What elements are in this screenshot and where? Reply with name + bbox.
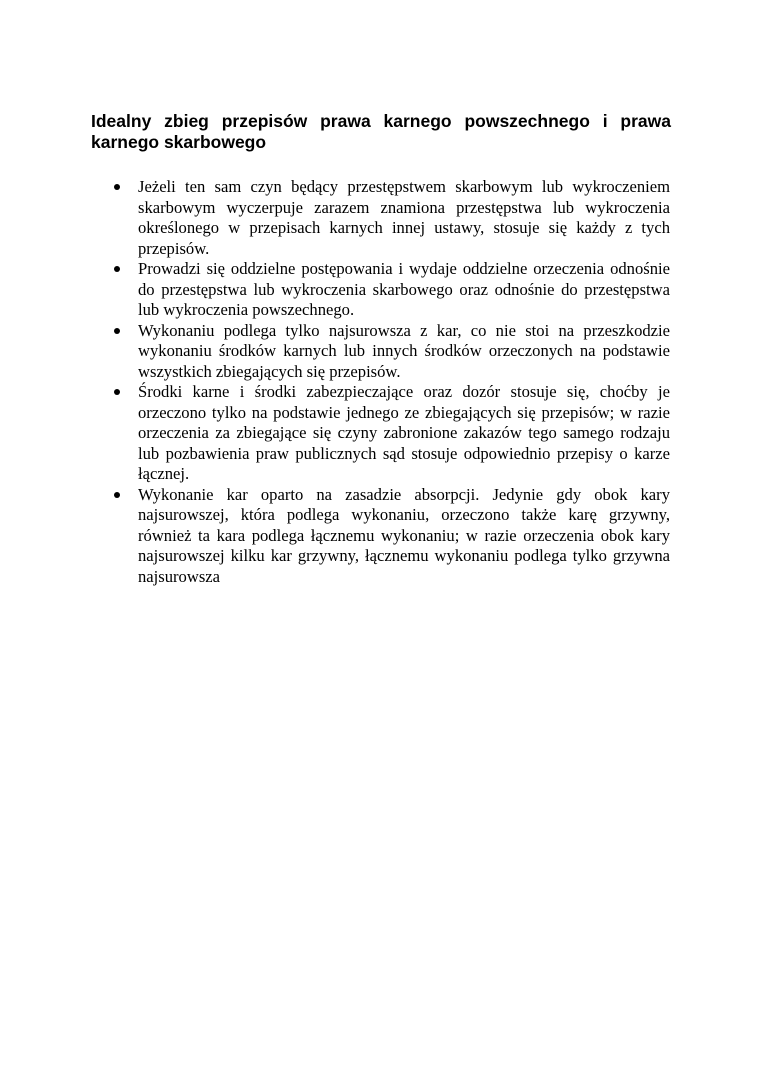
- list-item-text: Prowadzi się oddzielne postępowania i wydaje oddzielne orzeczenia odnośnie do przestępstwa lub wykroczenia skarbowego oraz odnośnie do przestępstwa lub wykroczenia powszechnego.: [138, 259, 670, 319]
- bullet-list: [112, 177, 670, 587]
- bullet-icon: [114, 266, 120, 272]
- bullet-icon: [114, 184, 120, 190]
- list-item-text: Środki karne i środki zabezpieczające oraz dozór stosuje się, choćby je orzeczono tylko na podstawie jednego ze zbiegających się przepisów; w razie orzeczenia za zbiegające się czyny zabronione zakazów tego samego rodzaju lub pozbawienia praw publicznych sąd stosuje odpowiednio przepisy o karze łącznej.: [138, 382, 670, 483]
- bullet-icon: [114, 389, 120, 395]
- list-item-text: Wykonanie kar oparto na zasadzie absorpcji. Jedynie gdy obok kary najsurowszej, która podlega wykonaniu, orzeczono także karę grzywny, również ta kara podlega łącznemu wykonaniu; w razie orzeczenia obok kary najsurowszej kilku kar grzywny, łącznemu wykonaniu podlega tylko grzywna najsurowsza: [138, 484, 670, 586]
- list-item: [112, 321, 670, 383]
- list-item: [112, 485, 670, 588]
- document-title: Idealny zbieg przepisów prawa karnego powszechnego i prawa karnego skarbowego: [91, 111, 671, 152]
- bullet-icon: [114, 492, 120, 498]
- bullet-icon: [114, 328, 120, 334]
- list-item-text: Jeżeli ten sam czyn będący przestępstwem skarbowym lub wykroczeniem skarbowym wyczerpuje zarazem znamiona przestępstwa lub wykroczenia określonego w przepisach karnych innej ustawy, stosuje się każdy z tych przepisów.: [138, 177, 670, 258]
- list-item: [112, 177, 670, 259]
- list-item: [112, 259, 670, 321]
- list-item: [112, 382, 670, 485]
- list-item-text: Wykonaniu podlega tylko najsurowsza z kar, co nie stoi na przeszkodzie wykonaniu środków karnych lub innych środków orzeczonych na podstawie wszystkich zbiegających się przepisów.: [138, 320, 670, 381]
